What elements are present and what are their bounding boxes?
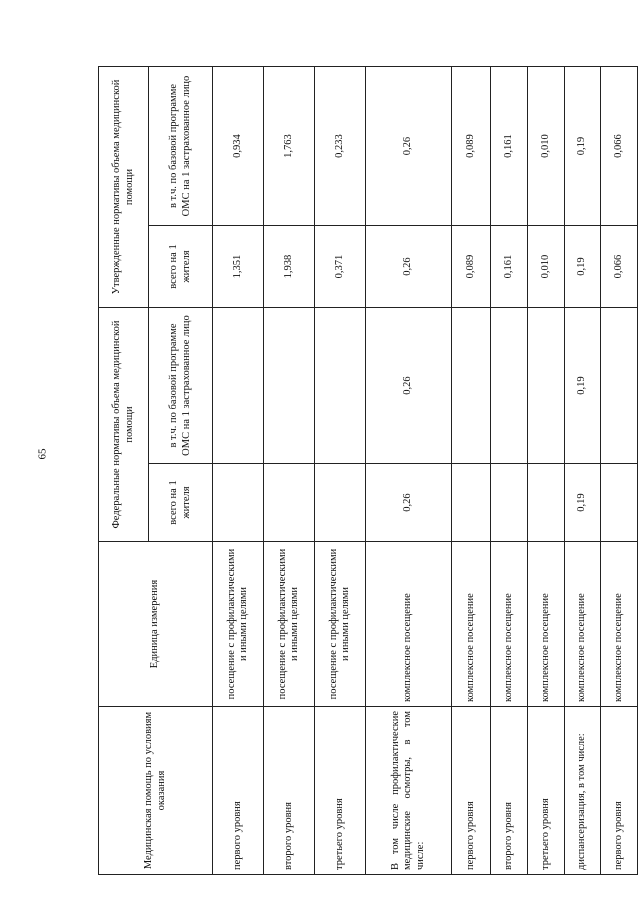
row-name: диспансеризация, в том числе: [565,707,601,875]
table-row [452,67,491,875]
page-number: 65 [36,448,49,460]
row-unit: посещение с профилактическими и иными целями [315,542,366,707]
row-unit: посещение с профилактическими и иными целями [264,542,315,707]
row-unit: комплексное посещение [565,542,601,707]
header-federal-per-resident: всего на 1 жителя [149,464,213,542]
row-name: второго уровня [491,707,528,875]
row-name: первого уровня [601,707,638,875]
table-row [565,67,601,875]
row-name: третьего уровня [528,707,565,875]
approved-oms: 0,19 [565,67,601,226]
federal-total [601,464,638,542]
federal-oms [491,308,528,464]
federal-oms [213,308,264,464]
approved-total: 1,938 [264,226,315,308]
federal-total [452,464,491,542]
row-name: первого уровня [213,707,264,875]
federal-oms: 0,19 [565,308,601,464]
federal-oms [528,308,565,464]
row-name: третьего уровня [315,707,366,875]
row-name: первого уровня [452,707,491,875]
federal-oms [601,308,638,464]
norms-table [98,66,638,875]
row-unit: комплексное посещение [601,542,638,707]
approved-oms: 0,934 [213,67,264,226]
federal-oms: 0,26 [366,308,452,464]
federal-total [528,464,565,542]
row-unit: комплексное посещение [528,542,565,707]
header-federal-norms: Федеральные нормативы объема медицинской помощи [99,308,149,542]
approved-oms: 0,161 [491,67,528,226]
header-approved-norms: Утвержденные нормативы объема медицинской помощи [99,67,149,308]
table-wrapper [98,67,624,875]
approved-total: 0,089 [452,226,491,308]
approved-oms: 0,26 [366,67,452,226]
row-name: второго уровня [264,707,315,875]
header-federal-per-insured: в т.ч. по базовой программе ОМС на 1 застрахованное лицо [149,308,213,464]
row-unit: комплексное посещение [366,542,452,707]
federal-total [213,464,264,542]
approved-total: 0,161 [491,226,528,308]
approved-total: 0,371 [315,226,366,308]
approved-total: 0,26 [366,226,452,308]
federal-total [491,464,528,542]
federal-oms [452,308,491,464]
header-approved-per-insured: в т.ч. по базовой программе ОМС на 1 застрахованное лицо [149,67,213,226]
approved-total: 1,351 [213,226,264,308]
table-row [315,67,366,875]
approved-oms: 0,010 [528,67,565,226]
approved-total: 0,010 [528,226,565,308]
row-unit: посещение с профилактическими и иными целями [213,542,264,707]
table-row [366,67,452,875]
table-row [528,67,565,875]
approved-oms: 0,233 [315,67,366,226]
federal-total: 0,19 [565,464,601,542]
row-unit: комплексное посещение [491,542,528,707]
row-name: В том числе профилактические медицинские осмотры, в том числе: [366,707,452,875]
row-unit: комплексное посещение [452,542,491,707]
header-care-conditions: Медицинская помощь по условиям оказания [99,707,213,875]
federal-total [315,464,366,542]
federal-oms [315,308,366,464]
header-unit: Единица измерения [99,542,213,707]
approved-oms: 0,066 [601,67,638,226]
approved-oms: 0,089 [452,67,491,226]
federal-oms [264,308,315,464]
approved-total: 0,19 [565,226,601,308]
table-row [601,67,638,875]
header-approved-per-resident: всего на 1 жителя [149,226,213,308]
table-row [491,67,528,875]
federal-total [264,464,315,542]
header-row-1 [99,67,149,875]
rotated-page [98,67,624,875]
approved-total: 0,066 [601,226,638,308]
table-row [213,67,264,875]
table-row [264,67,315,875]
federal-total: 0,26 [366,464,452,542]
approved-oms: 1,763 [264,67,315,226]
